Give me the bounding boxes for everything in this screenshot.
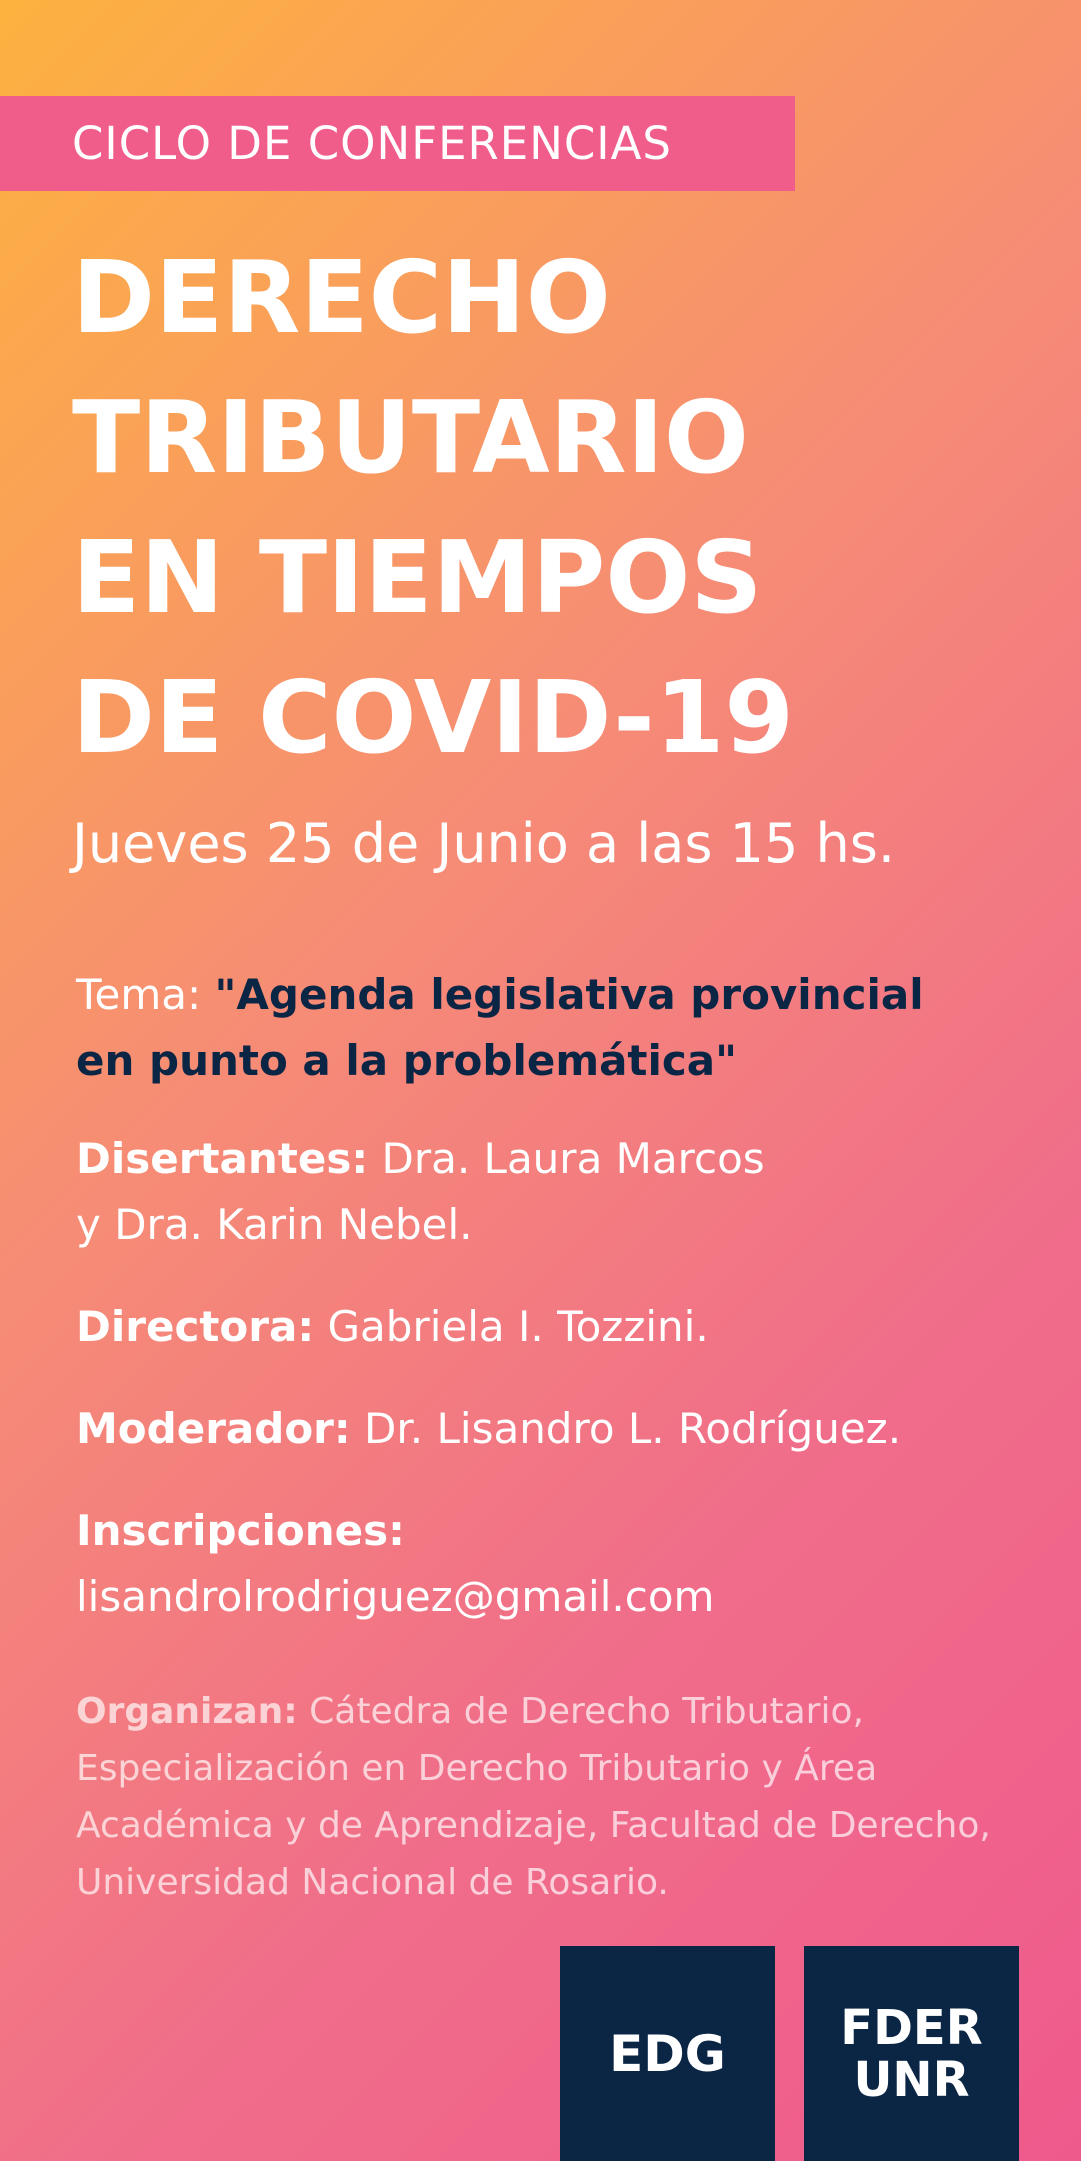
organizers-block xyxy=(76,1683,1016,1911)
event-date: Jueves 25 de Junio a las 15 hs. xyxy=(72,812,896,875)
director-block xyxy=(76,1294,709,1360)
moderator-value: Dr. Lisandro L. Rodríguez. xyxy=(364,1404,902,1453)
speakers-block xyxy=(76,1126,765,1258)
fder-unr-logo xyxy=(804,1946,1019,2161)
series-banner-text: CICLO DE CONFERENCIAS xyxy=(72,117,672,170)
title-line-3: EN TIEMPOS xyxy=(72,519,763,636)
organizers-text: Cátedra de Derecho Tributario, Especialización en Derecho Tributario y Área Académica y de Aprendizaje, Facultad de Derecho, Universidad Nacional de Rosario. xyxy=(76,1691,991,1903)
registration-block xyxy=(76,1498,714,1630)
speakers-value-line2: y Dra. Karin Nebel. xyxy=(76,1200,473,1249)
event-title xyxy=(72,228,794,788)
series-banner xyxy=(0,96,795,191)
title-line-4: DE COVID-19 xyxy=(72,659,794,776)
theme-block xyxy=(76,962,924,1094)
registration-email[interactable]: lisandrolrodriguez@gmail.com xyxy=(76,1572,715,1621)
organizers-label: Organizan: xyxy=(76,1691,298,1732)
fder-logo-line1: FDER xyxy=(840,1999,983,2056)
theme-value-line1: "Agenda legislativa provincial xyxy=(214,970,924,1019)
title-line-2: TRIBUTARIO xyxy=(72,379,749,496)
theme-value-line2: en punto a la problemática" xyxy=(76,1036,738,1085)
moderator-label: Moderador: xyxy=(76,1404,351,1453)
theme-label: Tema: xyxy=(76,970,202,1019)
director-value: Gabriela I. Tozzini. xyxy=(327,1302,709,1351)
speakers-label: Disertantes: xyxy=(76,1134,369,1183)
edg-logo xyxy=(560,1946,775,2161)
registration-label: Inscripciones: xyxy=(76,1506,405,1555)
moderator-block xyxy=(76,1396,901,1462)
fder-logo-line2: UNR xyxy=(853,2051,970,2108)
director-label: Directora: xyxy=(76,1302,315,1351)
edg-logo-text: EDG xyxy=(609,2024,726,2083)
speakers-value-line1: Dra. Laura Marcos xyxy=(381,1134,765,1183)
title-line-1: DERECHO xyxy=(72,239,611,356)
